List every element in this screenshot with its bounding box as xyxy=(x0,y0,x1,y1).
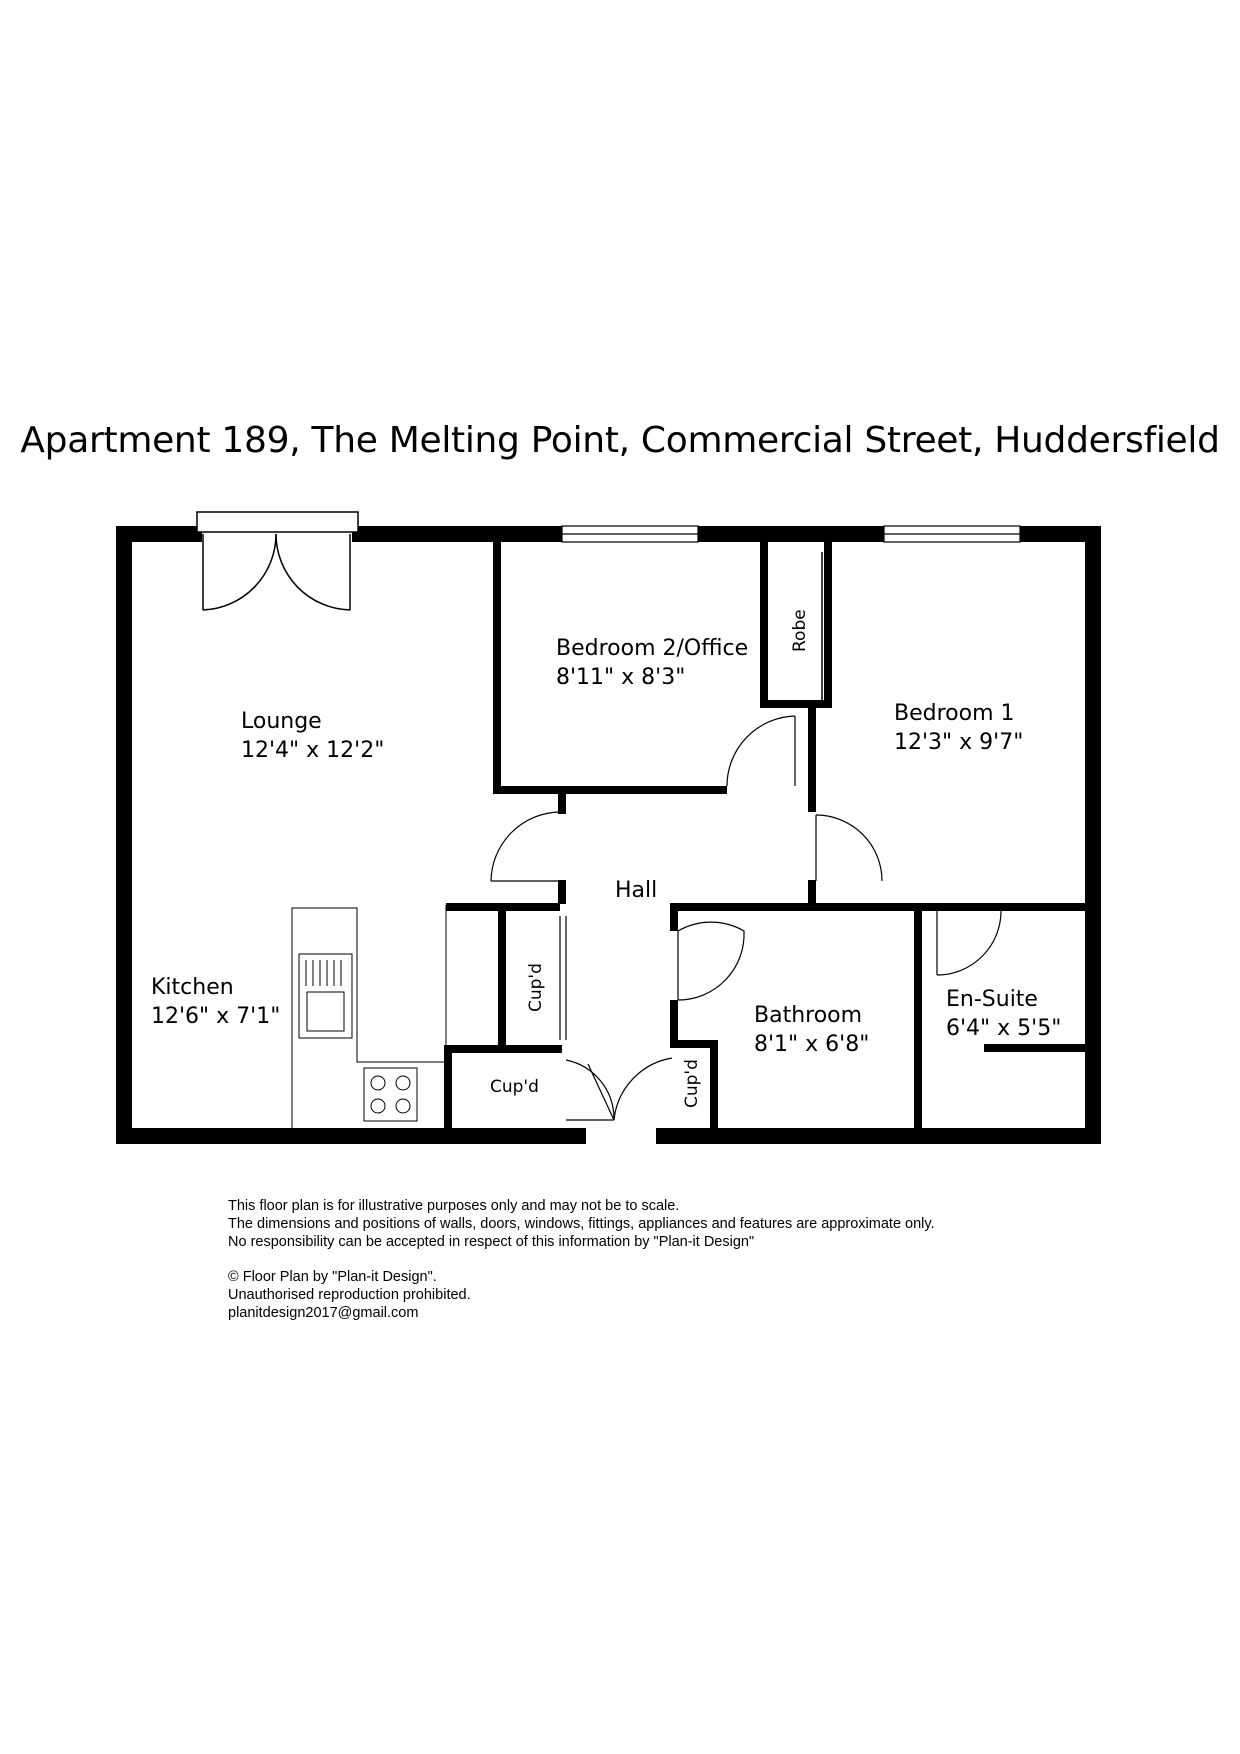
bedroom2-name: Bedroom 2/Office xyxy=(556,636,749,661)
bathroom-name: Bathroom xyxy=(754,1003,863,1028)
hob-icon xyxy=(364,1068,417,1121)
sink-icon xyxy=(299,954,352,1038)
cupd-small-label: Cup'd xyxy=(682,1059,702,1108)
hall-name: Hall xyxy=(615,878,658,903)
kitchen-name: Kitchen xyxy=(151,975,234,1000)
bedroom2-dimensions: 8'11" x 8'3" xyxy=(556,665,686,690)
copyright-line: © Floor Plan by "Plan-it Design". xyxy=(228,1269,437,1285)
bedroom1-name: Bedroom 1 xyxy=(894,701,1015,726)
kitchen-dimensions: 12'6" x 7'1" xyxy=(151,1004,281,1029)
balcony-door xyxy=(197,512,358,610)
door-swings xyxy=(491,716,1001,1120)
bathroom-dimensions: 8'1" x 6'8" xyxy=(754,1032,870,1057)
disclaimer xyxy=(228,1197,935,1251)
disclaimer-line: No responsibility can be accepted in respect of this information by "Plan-it Design" xyxy=(228,1234,755,1250)
contact-email: planitdesign2017@gmail.com xyxy=(228,1305,419,1321)
copyright xyxy=(228,1268,471,1322)
outer-walls xyxy=(116,526,1101,1144)
bedroom1-dimensions: 12'3" x 9'7" xyxy=(894,730,1024,755)
disclaimer-line: This floor plan is for illustrative purposes only and may not be to scale. xyxy=(228,1198,680,1214)
cupd-vertical-label: Cup'd xyxy=(526,963,546,1012)
disclaimer-line: The dimensions and positions of walls, doors, windows, fittings, appliances and features are approximate only. xyxy=(228,1216,935,1232)
plan-title: Apartment 189, The Melting Point, Commercial Street, Huddersfield xyxy=(20,420,1220,461)
robe-label: Robe xyxy=(790,609,810,652)
ensuite-name: En-Suite xyxy=(946,987,1038,1012)
lounge-name: Lounge xyxy=(241,709,322,734)
copyright-line: Unauthorised reproduction prohibited. xyxy=(228,1287,471,1303)
kitchen-worktop xyxy=(292,905,446,1128)
ensuite-dimensions: 6'4" x 5'5" xyxy=(946,1016,1062,1041)
cupd-horizontal-label: Cup'd xyxy=(490,1077,539,1097)
lounge-dimensions: 12'4" x 12'2" xyxy=(241,738,385,763)
